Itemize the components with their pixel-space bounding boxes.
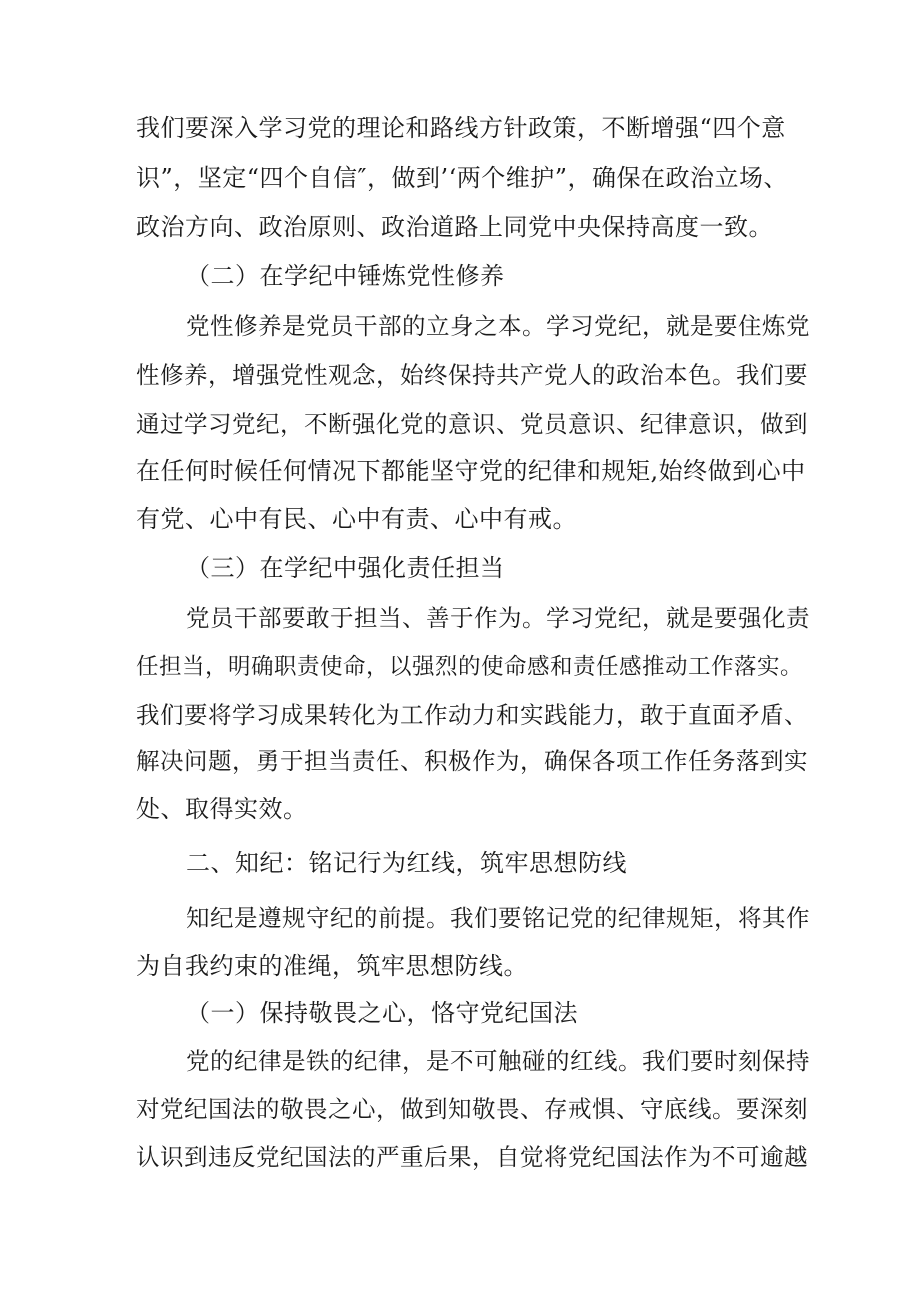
- text-line: 认识到违反党纪国法的严重后果，自觉将党纪国法作为不可逾越: [136, 1143, 808, 1171]
- section-heading: （二）在学纪中锤炼党性修养: [186, 262, 505, 290]
- text-line: 任担当，明确职责使命，以强烈的使命感和责任感推动工作落实。: [136, 654, 804, 680]
- text-line: 解决问题，勇于担当责任、积极作为，确保各项工作任务落到实: [136, 747, 808, 775]
- text-line: 我们要将学习成果转化为工作动力和实践能力，敢于直面矛盾、: [136, 701, 808, 729]
- text-line: 政治方向、政治原则、政治道路上同党中央保持高度一致。: [136, 213, 773, 241]
- text-line: 党员干部要敢于担当、善于作为。学习党纪，就是要强化责: [186, 604, 810, 632]
- text-line: 性修养，增强党性观念，始终保持共产党人的政治本色。我们要: [136, 361, 808, 389]
- section-heading: （一）保持敬畏之心，恪守党纪国法: [186, 999, 578, 1027]
- text-line: 知纪是遵规守纪的前提。我们要铭记党的纪律规矩，将其作: [186, 904, 810, 932]
- text-line: 我们要深入学习党的理论和路线方针政策，不断增强“四个意: [136, 114, 786, 142]
- text-line: 党性修养是党员干部的立身之本。学习党纪，就是要住炼党: [186, 312, 810, 340]
- text-line: 在任何时候任何情况下都能坚守党的纪律和规矩,始终做到心中: [136, 457, 806, 485]
- text-line: 识”，坚定“四个自信″，做到’‘两个维护”，确保在政治立场、: [136, 164, 789, 192]
- text-line: 通过学习党纪，不断强化党的意识、党员意识、纪律意识，做到: [136, 410, 808, 438]
- section-heading: （三）在学纪中强化责任担当: [186, 554, 505, 582]
- text-line: 为自我约束的准绳，筑牢思想防线。: [136, 952, 528, 980]
- chapter-heading: 二、知纪：铭记行为红线，筑牢思想防线: [186, 849, 627, 877]
- text-line: 处、取得实效。: [136, 795, 308, 823]
- text-line: 对党纪国法的敬畏之心，做到知敬畏、存戒惧、守底线。要深刻: [136, 1095, 808, 1123]
- text-line: 有党、心中有民、心中有责、心中有戒。: [136, 505, 577, 533]
- text-line: 党的纪律是铁的纪律，是不可触碰的红线。我们要时刻保持: [186, 1047, 810, 1075]
